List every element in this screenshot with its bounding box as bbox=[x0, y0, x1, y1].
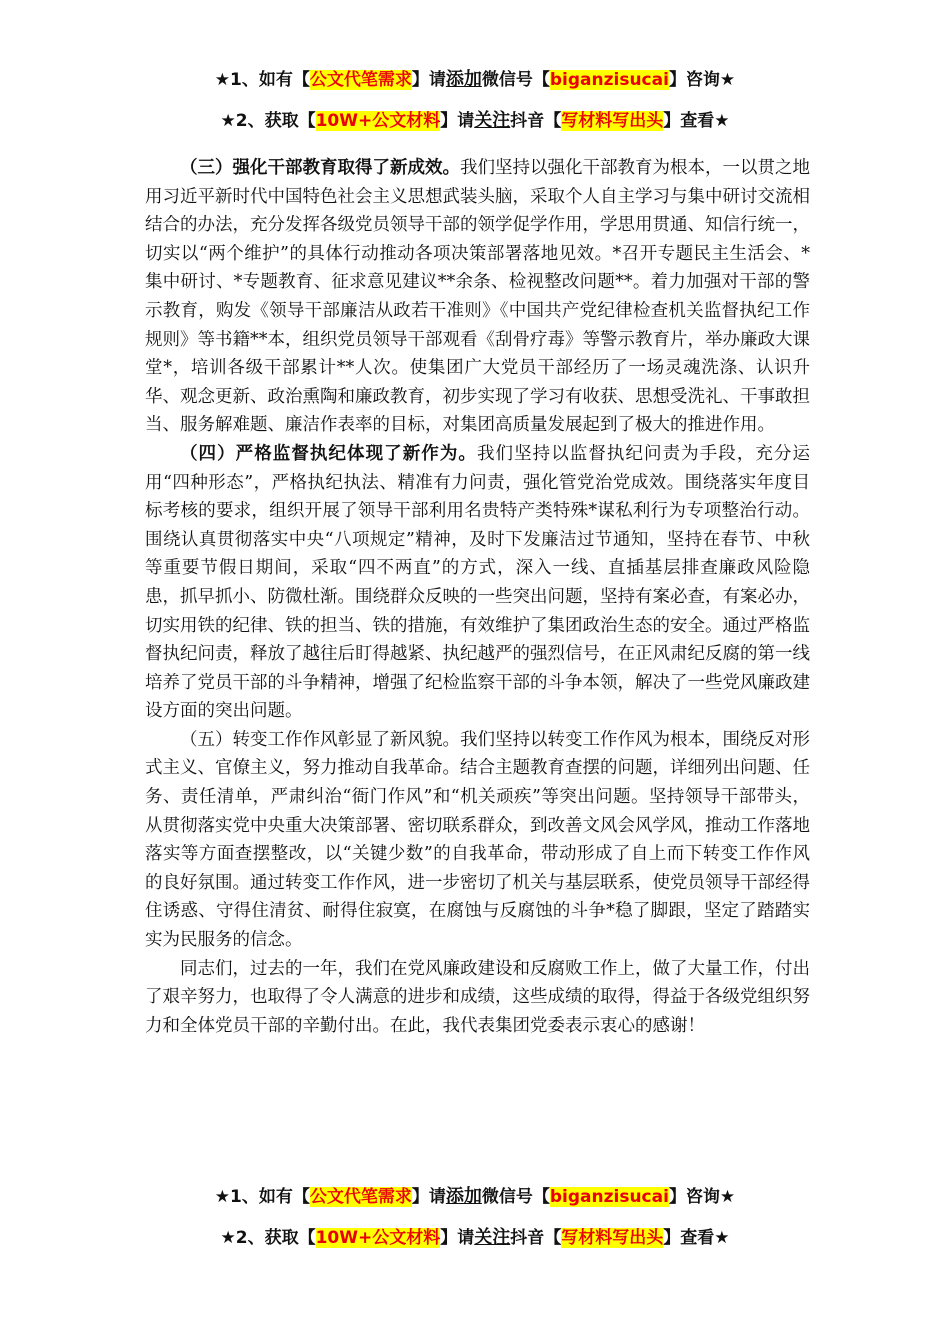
banner-highlight: 公文代笔需求 bbox=[309, 1187, 412, 1207]
paragraph-closing bbox=[145, 955, 810, 1041]
banner-text: 抖音【 bbox=[510, 1228, 562, 1248]
paragraph-supervision bbox=[145, 440, 810, 726]
banner-text: ★2、获取【 bbox=[220, 111, 316, 131]
banner-text: 】请 bbox=[411, 70, 446, 90]
wechat-id-highlight: biganzisucai bbox=[549, 70, 669, 90]
banner-highlight: 10W+公文材料 bbox=[315, 111, 441, 131]
wechat-id-highlight: biganzisucai bbox=[549, 1187, 669, 1207]
banner-underlined: 添加 bbox=[445, 1186, 482, 1207]
douyin-id-highlight: 写材料写出头 bbox=[561, 1228, 664, 1248]
banner-text: 】咨询★ bbox=[668, 70, 736, 90]
bottom-banner-line-2 bbox=[0, 1226, 950, 1250]
paragraph-text: 我们坚持以强化干部教育为根本，一以贯之地用习近平新时代中国特色社会主义思想武装头脑，采取个人自主学习与集中研讨交流相结合的办法，充分发挥各级党员领导干部的领学促学作用，学思用贯通、知信行统一，切实以“两个维护”的具体行动推动各项决策部署落地见效。*召开专题民主生活会、*集中研讨、*专题教育、征求意见建议**余条、检视整改问题**。着力加强对干部的警示教育，购发《领导干部廉洁从政若干准则》《中国共产党纪律检查机关监督执纪工作规则》等书籍**本，组织党员领导干部观看《刮骨疗毒》等警示教育片，举办廉政大课堂*，培训各级干部累计**人次。使集团广大党员干部经历了一场灵魂洗涤、认识升华、观念更新、政治熏陶和廉政教育，初步实现了学习有收获、思想受洗礼、干事敢担当、服务解难题、廉洁作表率的目标，对集团高质量发展起到了极大的推进作用。 bbox=[145, 158, 810, 436]
bottom-banner-line-1 bbox=[0, 1185, 950, 1209]
banner-text: ★1、如有【 bbox=[214, 1187, 310, 1207]
banner-text: 】请 bbox=[440, 111, 475, 131]
banner-highlight: 公文代笔需求 bbox=[309, 70, 412, 90]
top-banner-line-1 bbox=[0, 68, 950, 92]
document-body bbox=[145, 154, 810, 1040]
banner-text: 微信号【 bbox=[481, 70, 550, 90]
banner-text: 】咨询★ bbox=[668, 1187, 736, 1207]
banner-underlined: 关注 bbox=[474, 110, 511, 131]
top-banner-line-2 bbox=[0, 109, 950, 133]
paragraph-text: 同志们，过去的一年，我们在党风廉政建设和反腐败工作上，做了大量工作，付出了艰辛努力，也取得了令人满意的进步和成绩，这些成绩的取得，得益于各级党组织努力和全体党员干部的辛勤付出。在此，我代表集团党委表示衷心的感谢！ bbox=[145, 958, 810, 1036]
banner-text: 】请 bbox=[411, 1187, 446, 1207]
paragraph-text: （五）转变工作作风彰显了新风貌。我们坚持以转变工作作风为根本，围绕反对形式主义、官僚主义，努力推动自我革命。结合主题教育查摆的问题，详细列出问题、任务、责任清单，严肃纠治“衙门作风”和“机关顽疾”等突出问题。坚持领导干部带头，从贯彻落实党中央重大决策部署、密切联系群众，到改善文风会风学风，推动工作落地落实等方面查摆整改，以“关键少数”的自我革命，带动形成了自上而下转变工作作风的良好氛围。通过转变工作作风，进一步密切了机关与基层联系，使党员领导干部经得住诱惑、守得住清贫、耐得住寂寞，在腐蚀与反腐蚀的斗争*稳了脚跟，坚定了踏踏实实为民服务的信念。 bbox=[145, 729, 810, 951]
banner-text: 】查看★ bbox=[663, 1228, 730, 1248]
banner-text: 】查看★ bbox=[663, 111, 730, 131]
paragraph-work-style bbox=[145, 726, 810, 955]
banner-underlined: 添加 bbox=[445, 69, 482, 90]
paragraph-text: 我们坚持以监督执纪问责为手段，充分运用“四种形态”，严格执纪执法、精准有力问责，强化管党治党成效。围绕落实年度目标考核的要求，组织开展了领导干部利用名贵特产类特殊*谋私利行为专项整治行动。围绕认真贯彻落实中央“八项规定”精神，及时下发廉洁过节通知，坚持在春节、中秋等重要节假日期间，采取“四不两直”的方式，深入一线、直插基层排查廉政风险隐患，抓早抓小、防微杜渐。围绕群众反映的一些突出问题，坚持有案必查，有案必办，切实用铁的纪律、铁的担当、铁的措施，有效维护了集团政治生态的安全。通过严格监督执纪问责，释放了越往后盯得越紧、执纪越严的强烈信号，在正风肃纪反腐的第一线培养了党员干部的斗争精神，增强了纪检监察干部的斗争本领，解决了一些党风廉政建设方面的突出问题。 bbox=[145, 443, 810, 722]
banner-text: ★2、获取【 bbox=[220, 1228, 316, 1248]
paragraph-heading: （三）强化干部教育取得了新成效。 bbox=[180, 158, 460, 178]
banner-text: 微信号【 bbox=[481, 1187, 550, 1207]
douyin-id-highlight: 写材料写出头 bbox=[561, 111, 664, 131]
paragraph-cadre-education bbox=[145, 154, 810, 440]
banner-highlight: 10W+公文材料 bbox=[315, 1228, 441, 1248]
banner-text: 抖音【 bbox=[510, 111, 562, 131]
banner-underlined: 关注 bbox=[474, 1227, 511, 1248]
paragraph-heading: （四）严格监督执纪体现了新作为。 bbox=[180, 443, 477, 464]
banner-text: ★1、如有【 bbox=[214, 70, 310, 90]
banner-text: 】请 bbox=[440, 1228, 475, 1248]
